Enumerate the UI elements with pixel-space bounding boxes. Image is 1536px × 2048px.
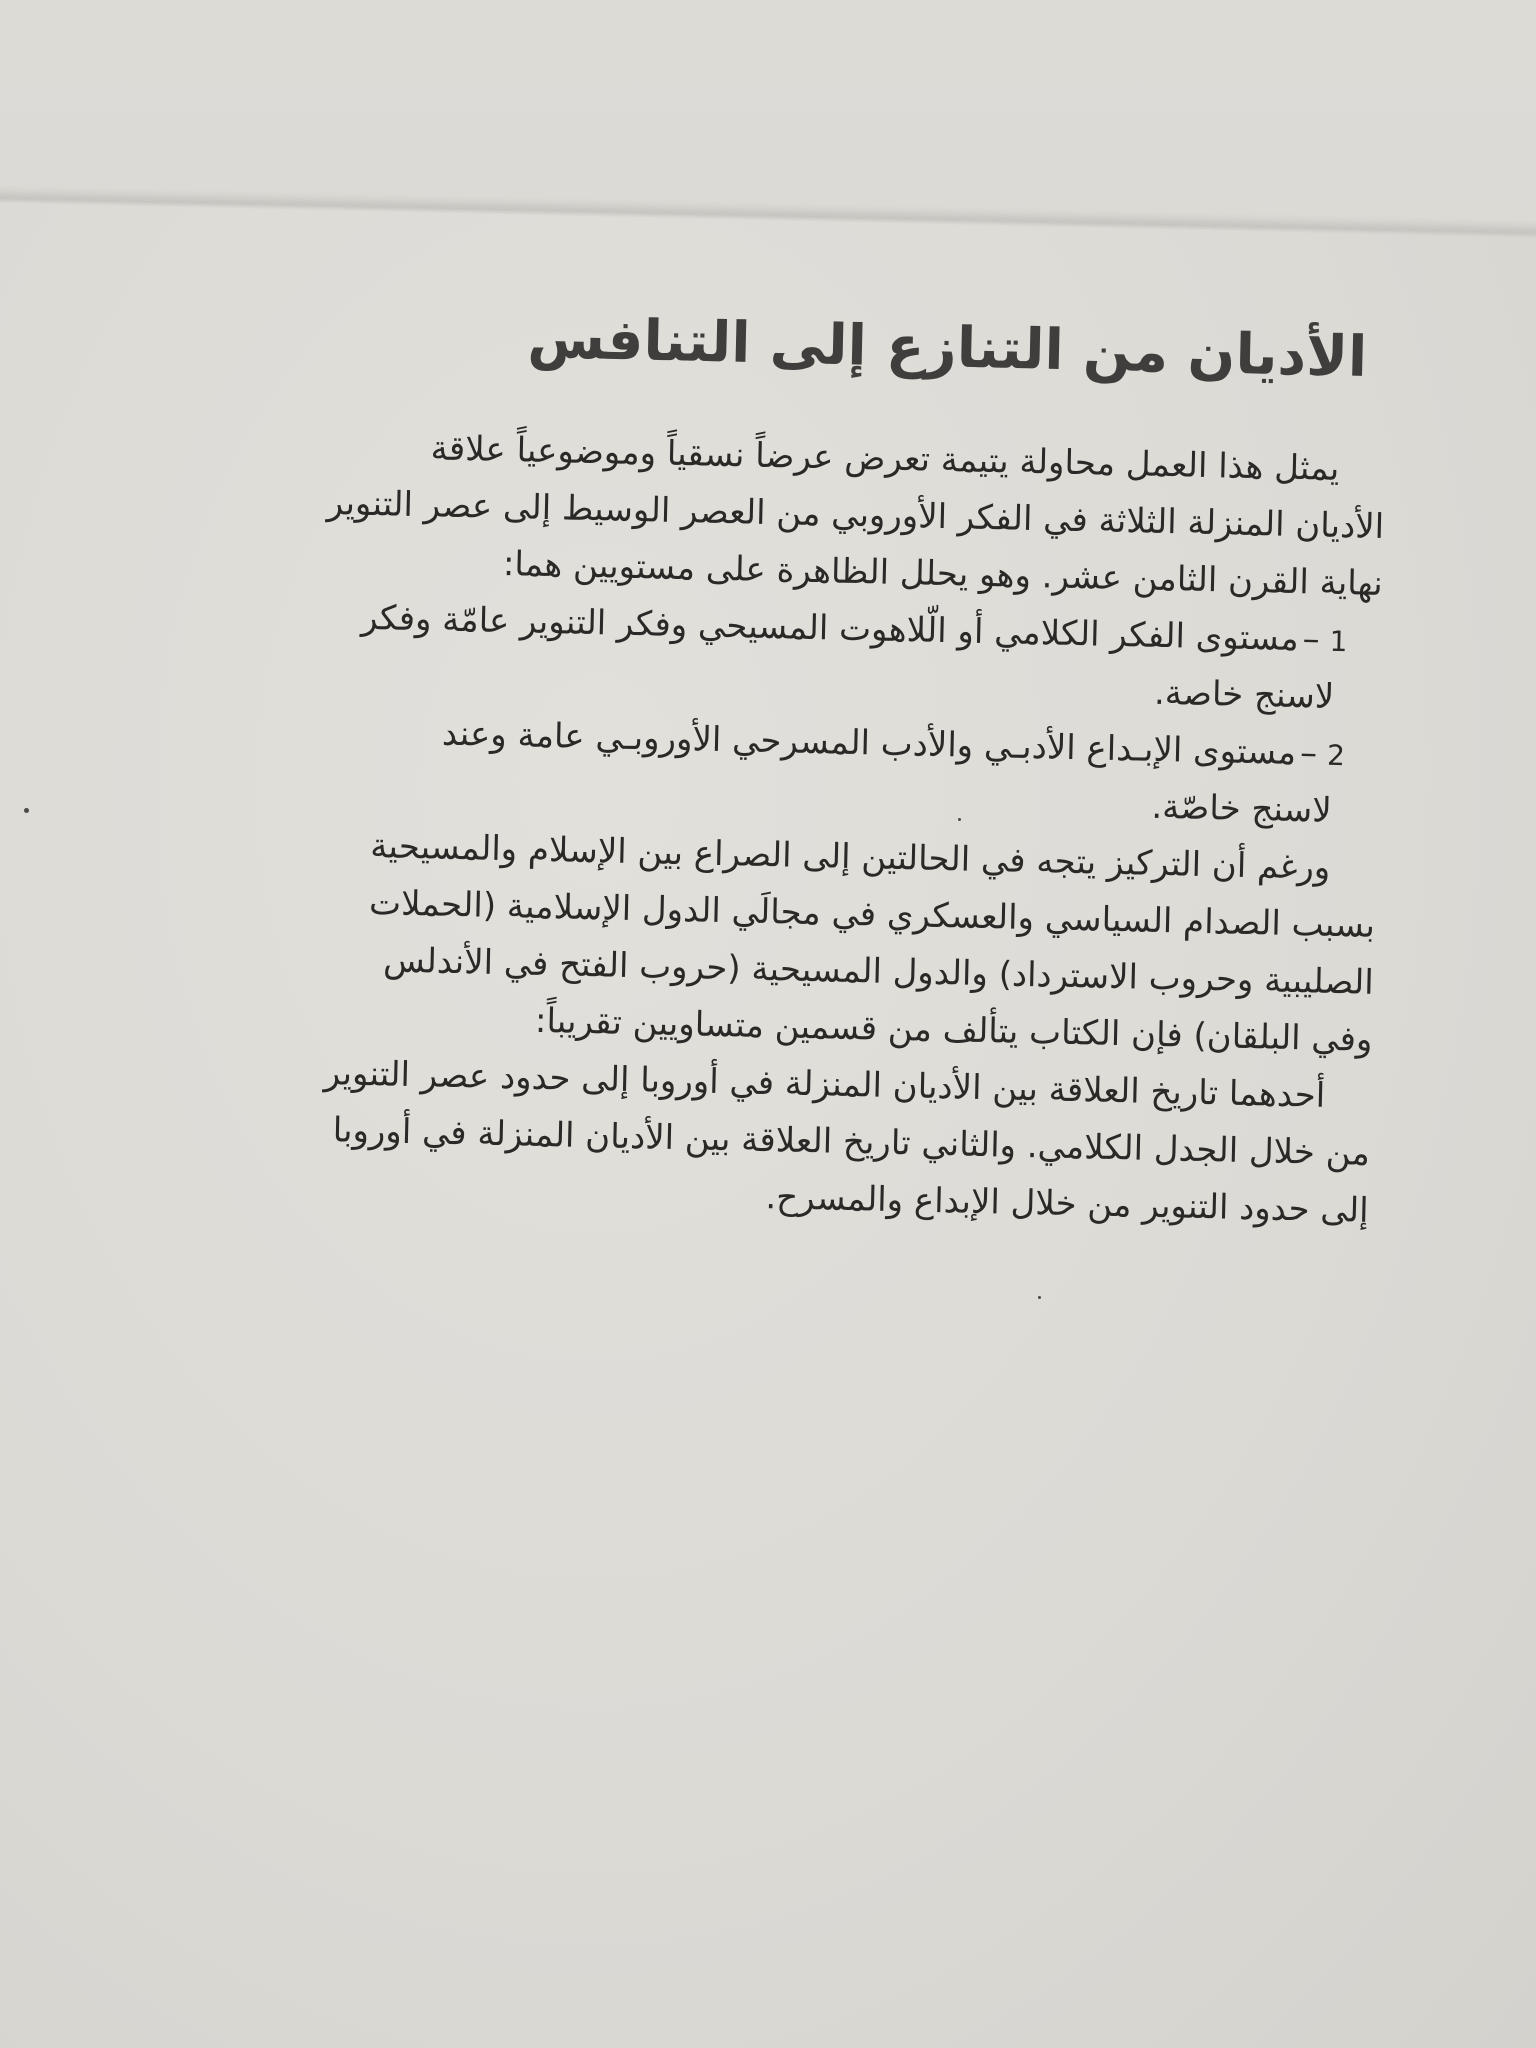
list-dash: – bbox=[1299, 733, 1318, 774]
cover-top-edge bbox=[0, 196, 1536, 240]
blurb-line: الصليبية وحروب الاسترداد) والدول المسيحية (حروب الفتح في الأندلس bbox=[382, 940, 1375, 1003]
blurb-line: ورغم أن التركيز يتجه في الحالتين إلى الصراع بين الإسلام والمسيحية bbox=[369, 826, 1331, 888]
blurb-line: إلى حدود التنوير من خلال الإبداع والمسرح. bbox=[765, 1177, 1370, 1231]
book-title: الأديان من التنازع إلى التنافس bbox=[526, 305, 1368, 390]
blurb-line: بسبب الصدام السياسي والعسكري في مجالَي الدول الإسلامية (الحملات bbox=[368, 883, 1376, 946]
list-item-text: مستوى الإبـداع الأدبـي والأدب المسرحي الأوروبـي عامة وعند bbox=[441, 713, 1297, 774]
blurb-line: أحدهما تاريخ العلاقة بين الأديان المنزلة في أوروبا إلى حدود عصر التنوير bbox=[323, 1053, 1326, 1116]
list-number: 2 bbox=[1326, 738, 1346, 773]
blurb-line: نهاية القرن الثامن عشر. وهو يحلل الظاهرة على مستويين هما: bbox=[502, 544, 1384, 604]
blurb-line: لاسنج خاصّة. bbox=[1151, 786, 1333, 831]
blurb-line: من خلال الجدل الكلامي. والثاني تاريخ العلاقة بين الأديان المنزلة في أوروبا bbox=[332, 1110, 1371, 1174]
dust-speck bbox=[958, 818, 961, 821]
blurb-line: الأديان المنزلة الثلاثة في الفكر الأوروبي من العصر الوسيط إلى عصر التنوير bbox=[326, 482, 1385, 547]
blurb-line: لاسنج خاصة. bbox=[1153, 672, 1335, 717]
blurb-line: يمثل هذا العمل محاولة يتيمة تعرض عرضاً نسقياً وموضوعياً علاقة bbox=[430, 428, 1340, 489]
dust-speck bbox=[1038, 1296, 1041, 1299]
list-number: 1 bbox=[1329, 624, 1348, 659]
list-item-text: مستوى الفكر الكلامي أو الّلاهوت المسيحي وفكر التنوير عامّة وفكر bbox=[360, 597, 1300, 660]
blurb-text bbox=[78, 413, 1386, 1240]
blurb-line: وفي البلقان) فإن الكتاب يتألف من قسمين متساويين تقريباً: bbox=[534, 1000, 1373, 1060]
list-dash: – bbox=[1302, 619, 1321, 660]
dust-speck bbox=[24, 808, 29, 813]
